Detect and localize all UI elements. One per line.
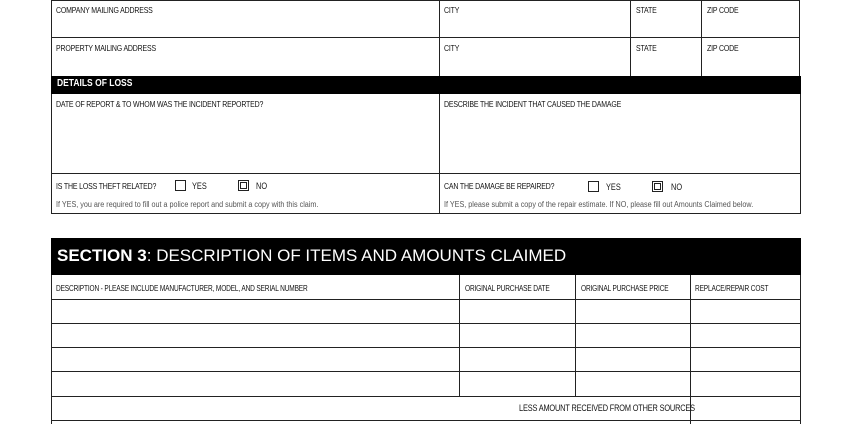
- repair-no-label: NO: [671, 182, 683, 192]
- purchase-date-cell[interactable]: [460, 372, 575, 396]
- theft-no-checkbox[interactable]: [238, 180, 249, 191]
- address-section: [51, 0, 800, 76]
- purchase-price-cell[interactable]: [576, 372, 690, 396]
- details-of-loss-header: [51, 76, 801, 94]
- details-of-loss-title: DETAILS OF LOSS: [57, 78, 133, 89]
- company-city-field[interactable]: [440, 1, 629, 36]
- company-address-label: COMPANY MAILING ADDRESS: [56, 5, 153, 15]
- purchase-date-cell[interactable]: [460, 324, 575, 347]
- section-3-heading: : DESCRIPTION OF ITEMS AND AMOUNTS CLAIMED: [146, 246, 567, 265]
- property-city-field[interactable]: [440, 38, 629, 75]
- items-table: [51, 275, 801, 424]
- divider: [51, 420, 801, 421]
- repair-note: If YES, please submit a copy of the repair estimate. If NO, please fill out Amounts Claimed below.: [444, 200, 754, 209]
- incident-description-label: DESCRIBE THE INCIDENT THAT CAUSED THE DAMAGE: [444, 99, 622, 109]
- company-state-label: STATE: [636, 5, 657, 15]
- divider: [800, 94, 801, 214]
- replace-cost-cell[interactable]: [691, 300, 800, 323]
- col-description-header: DESCRIPTION - PLEASE INCLUDE MANUFACTURER, MODEL, AND SERIAL NUMBER: [56, 284, 308, 293]
- replace-cost-cell[interactable]: [691, 372, 800, 396]
- divider: [51, 173, 801, 174]
- less-amount-label: LESS AMOUNT RECEIVED FROM OTHER SOURCES: [519, 403, 695, 413]
- property-zip-label: ZIP CODE: [707, 43, 739, 53]
- repair-yes-checkbox[interactable]: [588, 181, 599, 192]
- section-3-title: [57, 246, 566, 266]
- report-date-label: DATE OF REPORT & TO WHOM WAS THE INCIDENT REPORTED?: [56, 99, 264, 109]
- theft-yes-checkbox[interactable]: [175, 180, 186, 191]
- purchase-price-cell[interactable]: [576, 348, 690, 371]
- section-3-header: [51, 238, 801, 275]
- purchase-price-cell[interactable]: [576, 300, 690, 323]
- company-city-label: CITY: [444, 5, 460, 15]
- theft-question-label: IS THE LOSS THEFT RELATED?: [56, 181, 157, 191]
- table-row: [52, 372, 800, 396]
- replace-cost-cell[interactable]: [691, 324, 800, 347]
- property-address-label: PROPERTY MAILING ADDRESS: [56, 43, 157, 53]
- purchase-date-cell[interactable]: [460, 348, 575, 371]
- divider: [51, 213, 801, 214]
- col-purchase-price-header: ORIGINAL PURCHASE PRICE: [581, 284, 669, 293]
- table-row: [52, 324, 800, 347]
- theft-yes-label: YES: [192, 181, 207, 191]
- col-purchase-date-header: ORIGINAL PURCHASE DATE: [465, 284, 550, 293]
- table-row: [52, 300, 800, 323]
- table-row: [52, 348, 800, 371]
- repair-no-checkbox[interactable]: [652, 181, 663, 192]
- purchase-price-cell[interactable]: [576, 324, 690, 347]
- less-amount-field[interactable]: [691, 397, 800, 420]
- property-city-label: CITY: [444, 43, 460, 53]
- details-of-loss-body: [51, 94, 801, 214]
- purchase-date-cell[interactable]: [460, 300, 575, 323]
- replace-cost-cell[interactable]: [691, 348, 800, 371]
- divider: [800, 275, 801, 424]
- section-3-number: SECTION 3: [57, 246, 147, 265]
- property-state-label: STATE: [636, 43, 657, 53]
- divider: [799, 0, 800, 76]
- description-cell[interactable]: [52, 372, 459, 396]
- description-cell[interactable]: [52, 300, 459, 323]
- theft-no-label: NO: [256, 181, 268, 191]
- divider: [51, 396, 801, 397]
- col-replace-cost-header: REPLACE/REPAIR COST: [695, 284, 769, 293]
- theft-note: If YES, you are required to fill out a police report and submit a copy with this claim.: [56, 200, 319, 209]
- description-cell[interactable]: [52, 348, 459, 371]
- repair-yes-label: YES: [606, 182, 621, 192]
- company-zip-label: ZIP CODE: [707, 5, 739, 15]
- repair-question-label: CAN THE DAMAGE BE REPAIRED?: [444, 181, 555, 191]
- description-cell[interactable]: [52, 324, 459, 347]
